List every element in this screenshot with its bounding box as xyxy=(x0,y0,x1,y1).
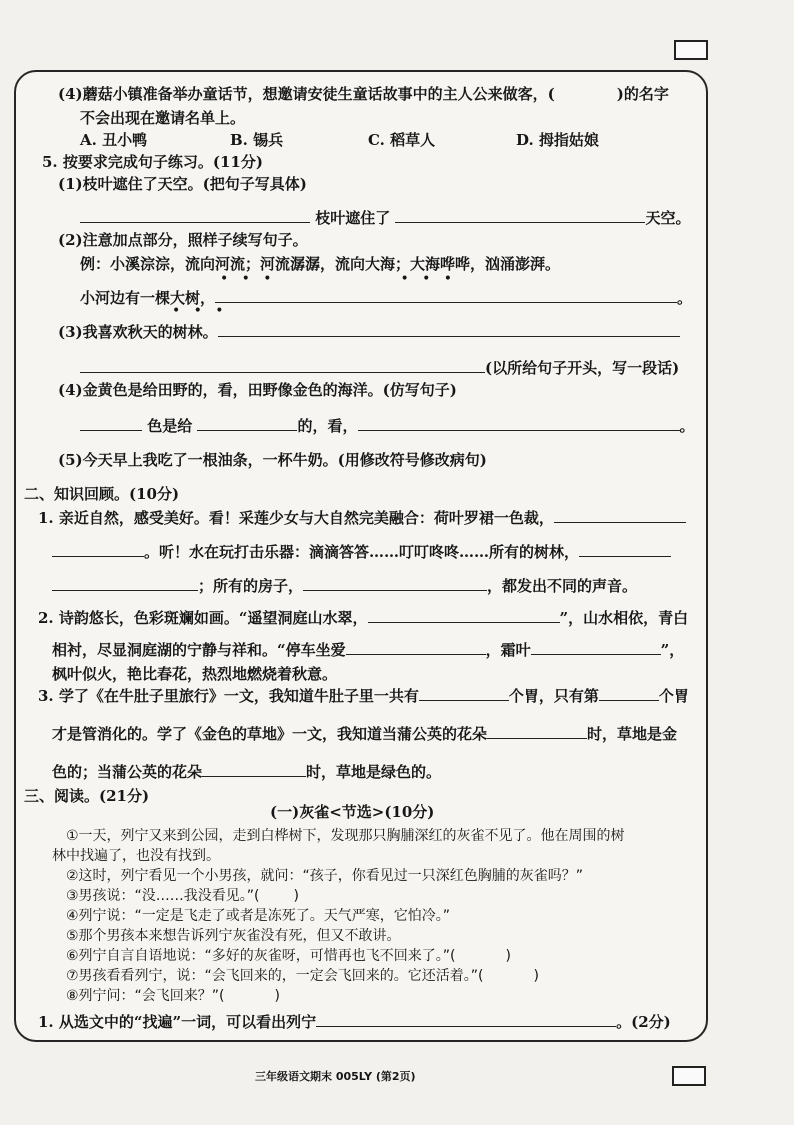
s2-q1-b: 。听！水在玩打击乐器：滴滴答答……叮叮咚咚……所有的树林， xyxy=(144,543,580,561)
s2-q1-blank-5[interactable] xyxy=(303,576,487,591)
passage-p8 xyxy=(66,986,280,1006)
s2-q1-d: ，都发出不同的声音。 xyxy=(487,577,638,595)
q5-s3-blank-1[interactable] xyxy=(218,322,680,337)
s2-q2-blank-3[interactable] xyxy=(531,640,661,655)
s2-q3-e: 时，草地是金 xyxy=(587,725,678,743)
q4-option-a: A. 丑小鸭 xyxy=(80,131,148,149)
q5-s3-prompt xyxy=(58,322,680,342)
s2-q1-blank-1[interactable] xyxy=(554,508,686,523)
q5-s5-prompt: (5)今天早上我吃了一根油条，一杯牛奶。(用修改符号修改病句) xyxy=(58,451,487,469)
q5-s4-a: 色是给 xyxy=(147,417,193,435)
q5-s2-prompt: (2)注意加点部分，照样子续写句子。 xyxy=(58,231,308,249)
passage-p3 xyxy=(66,886,299,906)
s2-q2-b: ”，山水相依，青白 xyxy=(559,609,689,627)
s2-q2-f: 枫叶似火，艳比春花，热烈地燃烧着秋意。 xyxy=(52,665,338,683)
q4-stem xyxy=(58,84,669,104)
s3-q1-a: 1. 从选文中的“找遍”一词，可以看出列宁 xyxy=(38,1013,317,1031)
q5-s3-answer xyxy=(80,358,679,378)
s2-q2-e: ”， xyxy=(660,641,685,659)
q5-s1-blank-2[interactable] xyxy=(395,208,645,223)
s2-q2-a: 2. 诗韵悠长，色彩斑斓如画。“遥望洞庭山水翠， xyxy=(38,609,368,627)
passage-p7-text: ⑦男孩看看列宁，说：“会飞回来的，一定会飞回来的。它还活着。”( xyxy=(66,968,484,984)
s2-q1-blank-3[interactable] xyxy=(579,542,671,557)
section2-title: 二、知识回顾。(10分) xyxy=(24,485,180,503)
corner-box-bottom xyxy=(672,1066,706,1086)
passage-p8-text: ⑧列宁问：“会飞回来？”( xyxy=(66,988,225,1004)
passage-p7-close: ) xyxy=(533,968,539,984)
s2-q3-blank-1[interactable] xyxy=(419,686,509,701)
passage-p8-close: ) xyxy=(274,988,280,1004)
section3-title: 三、阅读。(21分) xyxy=(24,787,150,805)
s3-q1-blank[interactable] xyxy=(316,1012,616,1027)
passage-p1b: 林中找遍了，也没有找到。 xyxy=(52,848,220,864)
passage-title: (一)灰雀<节选>(10分) xyxy=(270,803,435,821)
q5-s3-prompt-text: (3)我喜欢秋天的树林。 xyxy=(58,323,218,341)
passage-p4: ④列宁说：“一定是飞走了或者是冻死了。天气严寒，它怕冷。” xyxy=(66,908,451,924)
q4-option-c: C. 稻草人 xyxy=(368,131,436,149)
corner-box-top xyxy=(674,40,708,60)
passage-p7 xyxy=(66,966,539,986)
q5-s1-end: 天空。 xyxy=(645,209,691,227)
passage-p5: ⑤那个男孩本来想告诉列宁灰雀没有死，但又不敢讲。 xyxy=(66,928,401,944)
s2-q3-line2 xyxy=(52,724,677,744)
footer-text: 三年级语文期末 005LY (第2页) xyxy=(255,1070,416,1083)
s2-q3-d: 才是管消化的。学了《金色的草地》一文，我知道当蒲公英的花朵 xyxy=(52,725,488,743)
q5-s2-example: 例：小溪淙淙，流向河流；河流潺潺，流向大海；大海哗哗，汹涌澎湃。 xyxy=(80,255,561,273)
passage-p1a: ①一天，列宁又来到公园，走到白桦树下，发现那只胸脯深红的灰雀不见了。他在周围的树 xyxy=(66,828,625,844)
q4-option-d: D. 拇指姑娘 xyxy=(516,131,599,149)
s2-q3-a: 3. 学了《在牛肚子里旅行》一文，我知道牛肚子里一共有 xyxy=(38,687,419,705)
s2-q2-line1 xyxy=(38,608,688,628)
passage-p3-close: ) xyxy=(293,888,299,904)
q5-s1-prompt: (1)枝叶遮住了天空。(把句子写具体) xyxy=(58,175,307,193)
q5-s4-end: 。 xyxy=(679,417,695,435)
s2-q3-blank-3[interactable] xyxy=(487,724,587,739)
q5-s4-b: 的，看， xyxy=(297,417,358,435)
s2-q1-line1 xyxy=(38,508,686,528)
passage-p6-close: ) xyxy=(505,948,511,964)
s2-q2-d: ，霜叶 xyxy=(485,641,531,659)
passage-p2: ②这时，列宁看见一个小男孩，就问：“孩子，你看见过一只深红色胸脯的灰雀吗？” xyxy=(66,868,584,884)
s3-q1 xyxy=(38,1012,671,1032)
s2-q3-line3 xyxy=(52,762,441,782)
passage-p6 xyxy=(66,946,511,966)
s2-q2-c: 相衬，尽显洞庭湖的宁静与祥和。“停车坐爱 xyxy=(52,641,346,659)
q5-s3-blank-2[interactable] xyxy=(80,358,485,373)
s2-q3-b: 个胃，只有第 xyxy=(508,687,599,705)
s2-q3-f: 色的；当蒲公英的花朵 xyxy=(52,763,203,781)
q5-s1-answer xyxy=(80,208,691,228)
s2-q1-c: ；所有的房子， xyxy=(198,577,304,595)
q5-s4-blank-3[interactable] xyxy=(358,416,680,431)
emphasis-dots-answer: • • • xyxy=(172,303,224,319)
q4-stem-c: 不会出现在邀请名单上。 xyxy=(80,109,246,127)
s2-q1-blank-2[interactable] xyxy=(52,542,144,557)
q4-stem-a: (4)蘑菇小镇准备举办童话节，想邀请安徒生童话故事中的主人公来做客，( xyxy=(58,85,555,103)
q4-option-b: B. 锡兵 xyxy=(230,131,284,149)
q5-s3-note: (以所给句子开头，写一段话) xyxy=(485,359,680,377)
s2-q3-c: 个胃 xyxy=(658,687,689,705)
s3-q1-b: 。(2分) xyxy=(616,1013,671,1031)
q5-s4-blank-2[interactable] xyxy=(197,416,297,431)
passage-p3-text: ③男孩说：“没……我没看见。”( xyxy=(66,888,260,904)
passage-p6-text: ⑥列宁自言自语地说：“多好的灰雀呀，可惜再也飞不回来了。”( xyxy=(66,948,456,964)
q5-s1-blank-1[interactable] xyxy=(80,208,310,223)
s2-q3-blank-2[interactable] xyxy=(599,686,659,701)
q5-s4-blank-1[interactable] xyxy=(80,416,142,431)
s2-q2-line2 xyxy=(52,640,684,660)
s2-q2-blank-2[interactable] xyxy=(346,640,486,655)
q5-s4-prompt: (4)金黄色是给田野的，看，田野像金色的海洋。(仿写句子) xyxy=(58,381,457,399)
q5-s2-start: 小河边有一棵大树， xyxy=(80,289,216,307)
q5-s1-mid: 枝叶遮住了 xyxy=(315,209,391,227)
s2-q2-blank-1[interactable] xyxy=(368,608,560,623)
s2-q1-line2 xyxy=(52,542,671,562)
q5-s2-end: 。 xyxy=(677,289,693,307)
q5-title: 5. 按要求完成句子练习。(11分) xyxy=(42,153,263,171)
s2-q1-line3 xyxy=(52,576,637,596)
q5-s4-answer xyxy=(80,416,695,436)
s2-q3-g: 时，草地是绿色的。 xyxy=(306,763,442,781)
q5-s2-blank[interactable] xyxy=(215,288,677,303)
s2-q3-blank-4[interactable] xyxy=(202,762,306,777)
q4-stem-b: )的名字 xyxy=(616,85,669,103)
s2-q1-blank-4[interactable] xyxy=(52,576,198,591)
s2-q3-line1 xyxy=(38,686,689,706)
emphasis-dots-example: • • • • • • xyxy=(220,271,453,287)
s2-q1-a: 1. 亲近自然，感受美好。看！采莲少女与大自然完美融合：荷叶罗裙一色裁， xyxy=(38,509,554,527)
